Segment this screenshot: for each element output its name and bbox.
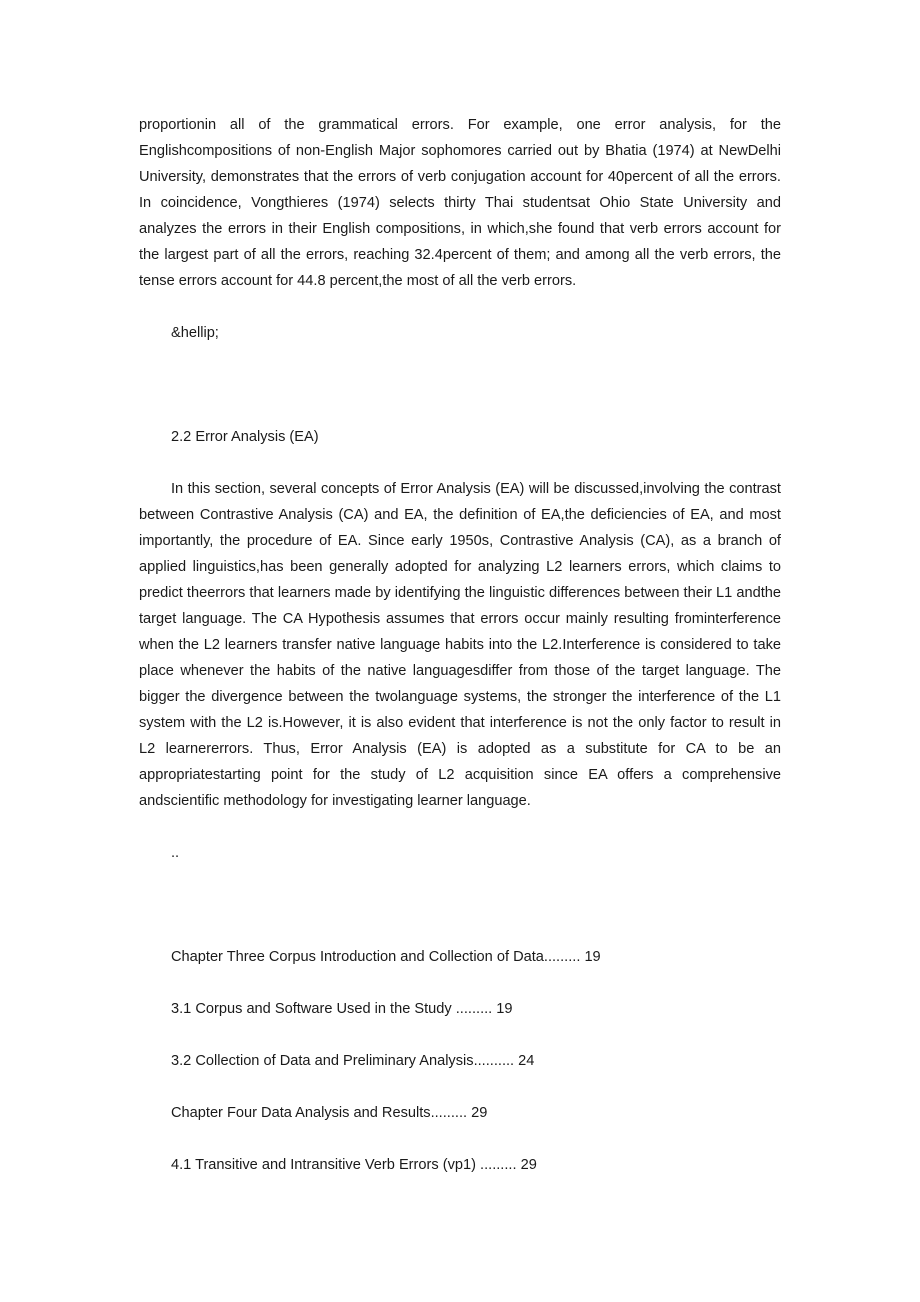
section-heading: 2.2 Error Analysis (EA) (171, 429, 319, 445)
toc-entry: Chapter Three Corpus Introduction and Collection of Data......... 19 (171, 949, 601, 965)
toc-entry: Chapter Four Data Analysis and Results......... 29 (171, 1105, 488, 1121)
paragraph-gap (139, 450, 781, 476)
paragraph-gap (139, 814, 781, 840)
toc-entry: 3.2 Collection of Data and Preliminary Analysis.......... 24 (171, 1053, 535, 1069)
section-gap (139, 346, 781, 424)
toc-entry: 3.1 Corpus and Software Used in the Study ......... 19 (171, 1001, 513, 1017)
body-paragraph: proportionin all of the grammatical errors. For example, one error analysis, for the Englishcompositions of non-English Major sophomores carried out by Bhatia (1974) at NewDelhi University, demonstrates that the errors of verb conjugation account for 40percent of all the errors. In coincidence, Vongthieres (1974) selects thirty Thai studentsat Ohio State University and analyzes the errors in their English compositions, in which,she found that verb errors account for the largest part of all the errors, reaching 32.4percent of them; and among all the verb errors, the tense errors account for 44.8 percent,the most of all the verb errors. (139, 117, 781, 289)
ellipsis-marker: &hellip; (171, 325, 219, 341)
paragraph-gap (139, 294, 781, 320)
ellipsis-marker: .. (171, 845, 180, 861)
body-paragraph: In this section, several concepts of Error Analysis (EA) will be discussed,involving the contrast between Contrastive Analysis (CA) and EA, the definition of EA,the deficiencies of EA, and most importantly, the procedure of EA. Since early 1950s, Contrastive Analysis (CA), as a branch of applied linguistics,has been generally adopted for analyzing L2 learners errors, which claims to predict theerrors that learners made by identifying the linguistic differences between their L1 andthe target language. The CA Hypothesis assumes that errors occur mainly resulting frominterference when the L2 learners transfer native language habits into the L2.Interference is considered to take place whenever the habits of the native languagesdiffer from those of the target language. The bigger the divergence between the twolanguage systems, the stronger the interference of the L1 system with the L2 is.However, it is also evident that interference is not the only factor to result in L2 learnererrors. Thus, Error Analysis (EA) is adopted as a substitute for CA to be an appropriatestarting point for the study of L2 acquisition since EA offers a comprehensive andscientific methodology for investigating learner language. (139, 481, 781, 809)
document-content (139, 112, 781, 1178)
toc-entry: 4.1 Transitive and Intransitive Verb Errors (vp1) ......... 29 (171, 1157, 537, 1173)
section-gap (139, 866, 781, 944)
